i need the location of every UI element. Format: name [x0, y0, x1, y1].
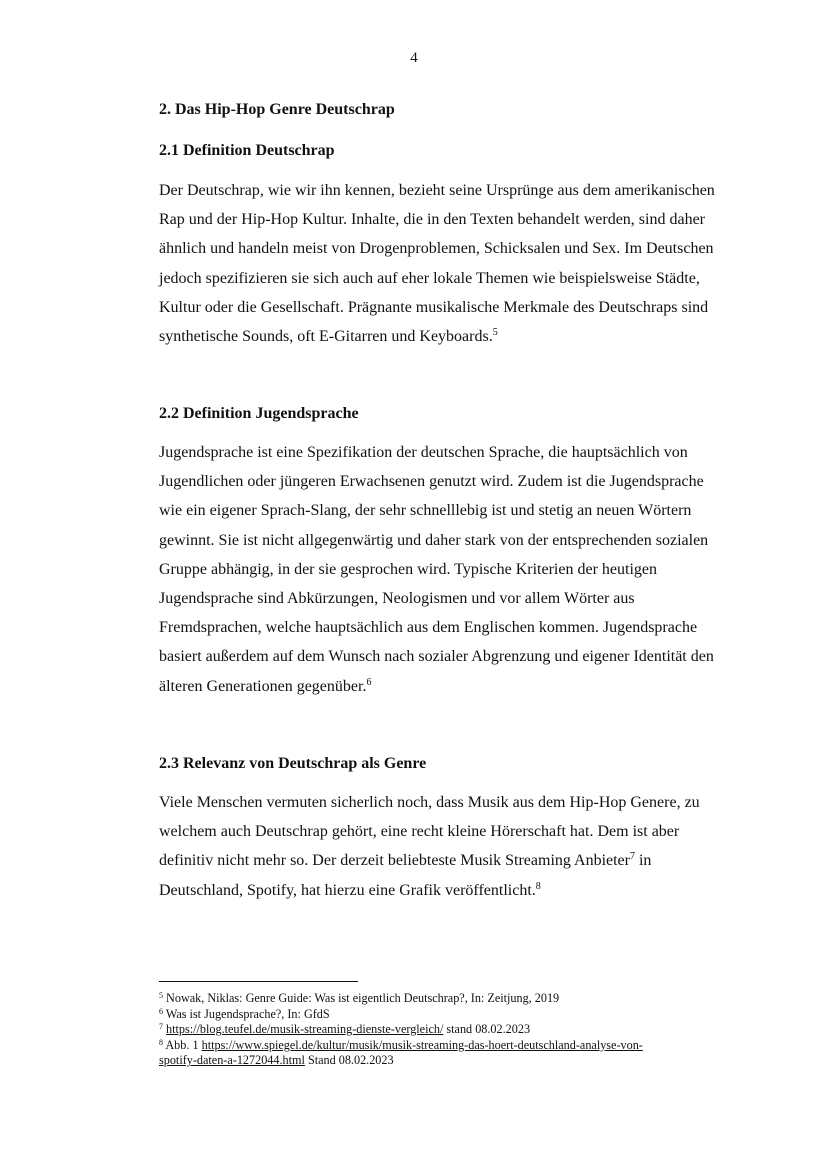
text-line: gewinnt. Sie ist nicht allgegenwärtig und daher stark von der entsprechenden sozialen: [159, 531, 709, 549]
footnote-8-continued: [159, 1053, 759, 1069]
footnote-ref-8: 8: [535, 880, 541, 892]
paragraph-jugendsprache: [159, 438, 749, 701]
text-line: ähnlich und handeln meist von Drogenproblemen, Schicksalen und Sex. Im Deutschen: [159, 240, 714, 258]
footnote-ref-6: 6: [366, 676, 372, 688]
footnotes: [159, 991, 759, 1069]
heading-2-3: 2.3 Relevanz von Deutschrap als Genre: [159, 755, 427, 772]
footnote-link[interactable]: https://blog.teufel.de/musik-streaming-dienste-vergleich/: [166, 1022, 444, 1037]
text-line-content: synthetische Sounds, oft E-Gitarren und Keyboards.: [159, 328, 493, 346]
text-line: Gruppe abhängig, in der sie gesprochen wird. Typische Kriterien der heutigen: [159, 560, 657, 578]
footnote-number: 5: [159, 991, 163, 1000]
paragraph-deutschrap: [159, 176, 749, 351]
text-line: [159, 322, 749, 351]
text-line: Jugendsprache ist eine Spezifikation der deutschen Sprache, die hauptsächlich von: [159, 444, 688, 461]
footnote-prefix: Abb. 1: [163, 1037, 202, 1052]
text-line-content: Deutschland, Spotify, hat hierzu eine Grafik veröffentlicht.: [159, 881, 536, 899]
footnote-8: [159, 1038, 759, 1054]
text-line: Der Deutschrap, wie wir ihn kennen, bezieht seine Ursprünge aus dem amerikanischen: [159, 182, 715, 199]
text-line: Jugendlichen oder jüngeren Erwachsenen genutzt wird. Zudem ist die Jugendsprache: [159, 473, 704, 491]
text-line: [159, 876, 749, 905]
footnote-text: stand 08.02.2023: [443, 1022, 531, 1037]
text-line: Fremdsprachen, welche hauptsächlich aus dem Englischen kommen. Jugendsprache: [159, 619, 698, 637]
text-line: welchem auch Deutschrap gehört, eine recht kleine Hörerschaft hat. Dem ist aber: [159, 823, 680, 841]
footnote-text: Nowak, Niklas: Genre Guide: Was ist eigentlich Deutschrap?, In: Zeitjung, 2019: [163, 991, 560, 1005]
footnote-number: 7: [159, 1022, 163, 1032]
text-line: Viele Menschen vermuten sicherlich noch, dass Musik aus dem Hip-Hop Genere, zu: [159, 794, 700, 811]
footnote-number: 6: [159, 1006, 163, 1016]
footnote-ref-5: 5: [492, 327, 498, 339]
footnote-7: [159, 1022, 759, 1038]
footnote-number: 8: [159, 1037, 163, 1047]
heading-2-2: 2.2 Definition Jugendsprache: [159, 405, 359, 422]
heading-chapter-2: 2. Das Hip-Hop Genre Deutschrap: [159, 101, 395, 118]
footnote-6: [159, 1007, 759, 1023]
text-line: wie ein eigener Sprach-Slang, der sehr schnelllebig ist und stetig an neuen Wörtern: [159, 502, 692, 520]
text-line: jedoch spezifizieren sie sich auch auf eher lokale Themen wie beispielsweise Städte,: [159, 269, 700, 287]
footnote-text: Was ist Jugendsprache?, In: GfdS: [163, 1006, 330, 1021]
heading-2-1: 2.1 Definition Deutschrap: [159, 142, 335, 159]
text-line: Kultur oder die Gesellschaft. Prägnante musikalische Merkmale des Deutschraps sind: [159, 298, 709, 316]
text-line-content: älteren Generationen gegenüber.: [159, 677, 367, 695]
text-line: Jugendsprache sind Abkürzungen, Neologismen und vor allem Wörter aus: [159, 590, 635, 608]
text-line: Rap und der Hip-Hop Kultur. Inhalte, die in den Texten behandelt werden, sind daher: [159, 211, 705, 229]
text-line: basiert außerdem auf dem Wunsch nach sozialer Abgrenzung und eigener Identität den: [159, 648, 714, 666]
text-line-content: definitiv nicht mehr so. Der derzeit beliebteste Musik Streaming Anbieter: [159, 852, 630, 870]
footnote-5: [159, 991, 759, 1007]
page-number: 4: [410, 50, 418, 66]
text-line: [159, 846, 749, 875]
footnote-link[interactable]: https://www.spiegel.de/kultur/musik/musik-streaming-das-hoert-deutschland-analyse-von-: [201, 1037, 643, 1052]
footnote-separator: [159, 981, 358, 982]
footnote-ref-7: 7: [629, 851, 635, 863]
footnote-link[interactable]: spotify-daten-a-1272044.html: [159, 1053, 305, 1068]
text-line: [159, 672, 749, 701]
footnote-text: Stand 08.02.2023: [304, 1053, 394, 1068]
text-line-content: in: [634, 852, 652, 870]
paragraph-relevanz: [159, 788, 749, 905]
